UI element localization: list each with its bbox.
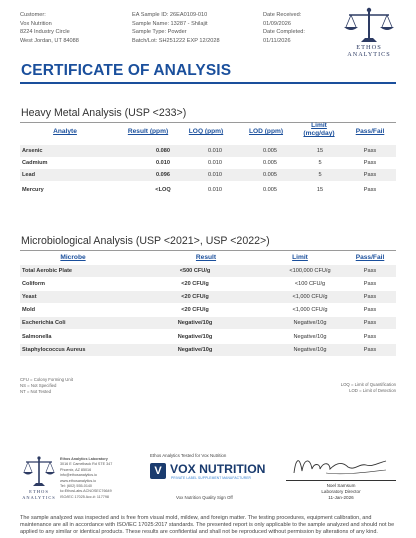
director-name: Noel Samsum [326,483,356,488]
hm-status: Pass [363,148,377,154]
table-row [20,145,396,157]
dates-block [263,11,305,45]
date-completed-label: Date Completed: [263,29,305,36]
micro-status: Pass [363,268,377,274]
customer-address-line2: West Jordan, UT 84088 [20,37,79,44]
vox-signoff-label: Vox Nutrition Quality Sign Off [176,495,233,500]
micro-limit: <1,000 CFU/g [292,294,328,300]
micro-result: <500 CFU/g [179,268,211,274]
lab-website: www.ethosanalytics.io [60,478,97,483]
table-row [20,344,396,356]
title-divider [20,82,396,84]
hm-status: Pass [363,172,377,178]
micro-name: Total Aerobic Plate [22,268,73,274]
hm-lod: 0.005 [263,160,277,166]
legend-cfu: CFU = Colony Forming Unit [20,377,73,382]
legend-left [20,377,73,395]
micro-result: <20 CFU/g [181,307,209,313]
lab-logo-ethos: ETHOS [29,489,49,494]
table-row [20,184,396,196]
sample-type: Sample Type: Powder [132,29,187,36]
micro-header-limit: Limit [292,254,308,261]
customer-name: Vox Nutrition [20,20,52,27]
micro-result: <20 CFU/g [181,294,209,300]
hm-result: 0.010 [156,160,170,166]
hm-header-lod: LOD (ppm) [248,128,284,135]
micro-status: Pass [363,281,377,287]
hm-header-loq: LOQ (ppm) [188,128,224,135]
hm-lod: 0.005 [263,172,277,178]
sample-id: EA Sample ID: 26EA0109-010 [132,12,208,18]
micro-status: Pass [363,294,377,300]
micro-status: Pass [363,320,377,326]
hm-limit: 5 [318,172,322,178]
micro-header-passfail: Pass/Fail [355,254,385,261]
vox-logo-icon: V [150,463,166,479]
micro-limit: <100,000 CFU/g [289,268,331,274]
hm-header-passfail: Pass/Fail [355,128,385,135]
sample-batch: Batch/Lot: SH251222 EXP 12/2028 [132,37,220,44]
table-row [20,304,396,316]
hm-header-result: Result (ppm) [127,128,169,135]
micro-status: Pass [363,334,377,340]
micro-result: <20 CFU/g [181,281,209,287]
logo-text-analytics: ANALYTICS [347,51,391,58]
micro-header-result: Result [195,254,217,261]
heavy-metal-divider [20,122,396,123]
hm-loq: 0.010 [208,160,222,166]
director-signature-block [286,451,396,513]
hm-limit: 15 [316,187,324,193]
tested-for-label: Ethos Analytics Tested for Vox Nutrition [150,453,227,458]
lab-email: info@ethosanalytics.io [60,473,97,478]
hm-lod: 0.005 [263,187,277,193]
sample-block [132,11,220,45]
vox-brand-name: VOX NUTRITION [170,462,266,476]
table-row [20,317,396,329]
lab-address2: Phoenix, AZ 85016 [60,467,92,472]
heavy-metal-section-title: Heavy Metal Analysis (USP <233>) [21,107,187,119]
micro-result: Negative/10g [177,334,213,340]
scales-of-justice-icon [20,455,58,489]
vox-tagline: PRIVATE LABEL SUPPLEMENT MANUFACTURER [171,476,251,480]
footer-disclaimer: The sample analyzed was inspected and is free from visual mold, mildew, and foreign matter. The testing procedures, equipment calibration, and maintenance are all in accordance with ISO/IEC 17025:2017 standards. The presented report is only applicable to the sample analyzed and should not be applied to any similar or identical products. These results are confidential and shall not be reproduced without permission by alterations of any kind. [20,515,395,536]
micro-name: Mold [22,307,36,313]
date-received: 01/09/2026 [263,20,291,27]
lab-logo [20,455,58,507]
micro-limit: Negative/10g [293,347,327,353]
client-signoff [150,453,268,511]
hm-status: Pass [363,187,377,193]
scales-of-justice-icon [338,6,400,46]
micro-name: Coliform [22,281,45,287]
micro-divider [20,250,396,251]
hm-result: 0.080 [156,148,170,154]
lab-phone: Tel: (602) 555-0140 [60,484,92,489]
micro-result: Negative/10g [177,320,213,326]
micro-limit: Negative/10g [293,320,327,326]
customer-address-line1: 8224 Industry Circle [20,29,70,36]
hm-lod: 0.005 [263,148,277,154]
hm-header-limit: Limit [311,122,327,129]
micro-status: Pass [363,347,377,353]
legend-loq: LOQ = Limit of Quantification [340,382,396,387]
hm-loq: 0.010 [208,187,222,193]
legend-lod: LOD = Limit of Detection [349,388,396,393]
hm-loq: 0.010 [208,172,222,178]
hm-header-analyte: Analyte [53,128,77,135]
table-row [20,265,396,277]
hm-limit: 5 [318,160,322,166]
hm-loq: 0.010 [208,148,222,154]
hm-analyte: Lead [22,172,36,178]
legend-right [330,382,396,394]
hm-analyte: Mercury [22,187,44,193]
micro-limit: <1,000 CFU/g [292,307,328,313]
legend-ns: NS = Not Specified [20,383,57,388]
micro-header-microbe: Microbe [60,254,86,261]
hm-analyte: Arsenic [22,148,43,154]
lab-address1: 3016 E Camelback Rd STE 347 [60,462,113,467]
table-row [20,169,396,181]
micro-result: Negative/10g [177,347,213,353]
signature-image [286,453,396,479]
hm-limit: 15 [316,148,324,154]
date-received-label: Date Received: [263,12,302,18]
legend-nt: NT = Not Tested [20,389,52,394]
table-row [20,157,396,169]
signature-line [286,480,396,481]
micro-name: Staphylococcus Aureus [22,347,86,353]
micro-status: Pass [363,307,377,313]
micro-name: Salmonella [22,334,52,340]
customer-block [20,11,79,45]
table-row [20,331,396,343]
lab-contact: kc:EthosLabs.ACNOSEC76649 [60,489,112,494]
director-date: 11-Jan-2026 [328,495,354,500]
lab-info [60,457,112,500]
ethos-logo [338,6,400,58]
micro-limit: Negative/10g [293,334,327,340]
hm-header-limit-unit: (mcg/day) [303,130,335,137]
customer-label: Customer: [20,12,46,18]
lab-iso: ISO/IEC 17025 Acc.#: 117798 [60,494,109,499]
micro-name: Escherichia Coli [22,320,66,326]
hm-status: Pass [363,160,377,166]
table-row [20,278,396,290]
micro-limit: <100 CFU/g [294,281,326,287]
lab-name: Ethos Analytics Laboratory [60,457,108,461]
micro-name: Yeast [22,294,37,300]
sample-name: Sample Name: 13287 - Shilajit [132,20,208,27]
lab-logo-analytics: ANALYTICS [22,495,56,500]
date-completed: 01/11/2026 [263,37,291,44]
table-row [20,291,396,303]
page-title: CERTIFICATE OF ANALYSIS [21,62,232,79]
logo-text-ethos: ETHOS [356,44,382,51]
hm-result: 0.096 [156,172,170,178]
hm-analyte: Cadmium [22,160,48,166]
hm-result: <LOQ [155,187,171,193]
micro-section-title: Microbiological Analysis (USP <2021>, USP <2022>) [21,235,270,247]
director-title: Laboratory Director [321,489,361,494]
